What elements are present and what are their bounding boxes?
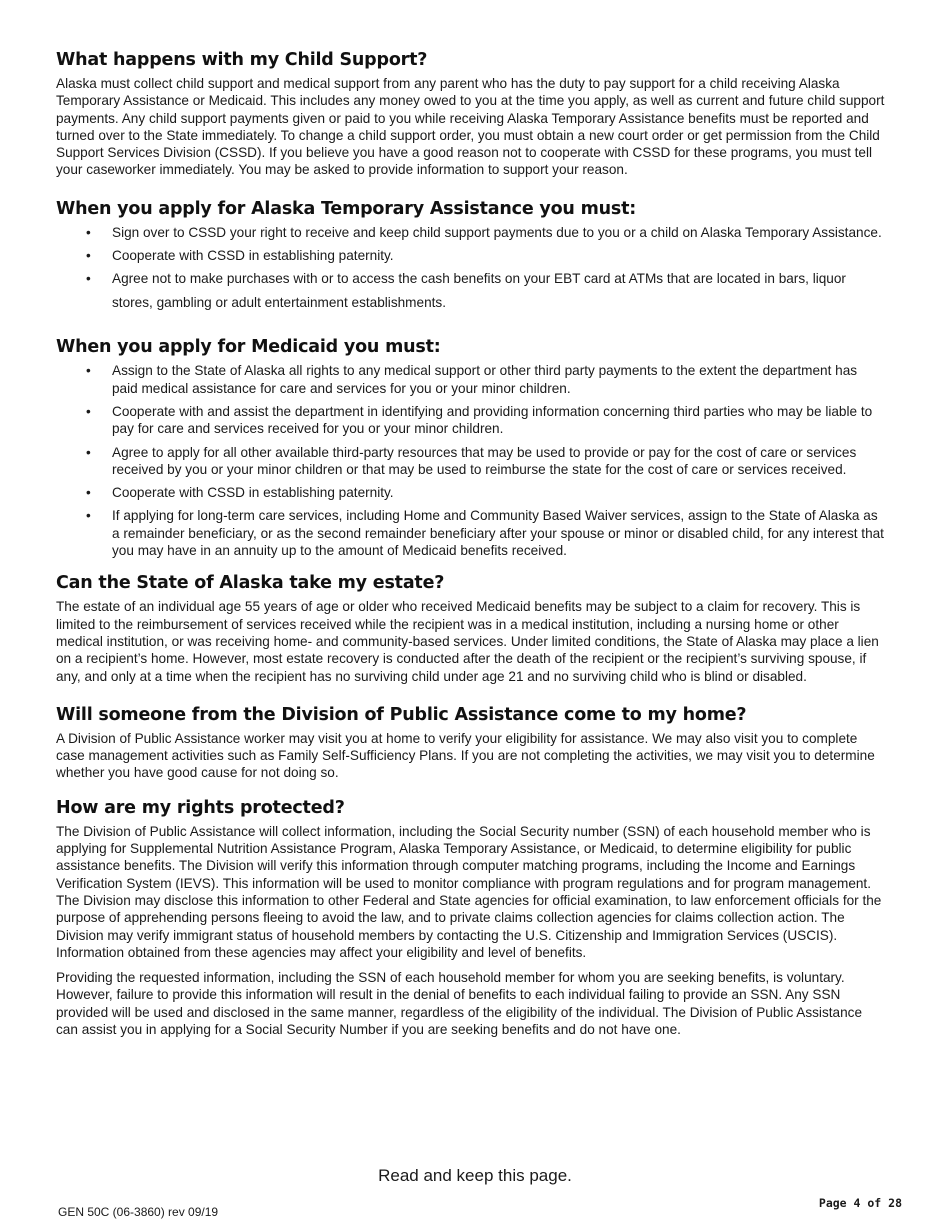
section-heading: Will someone from the Division of Public Assistance come to my home? xyxy=(56,704,747,725)
section-heading: When you apply for Alaska Temporary Assistance you must: xyxy=(56,198,637,219)
bullet-icon: • xyxy=(86,248,91,264)
section-child-support xyxy=(56,50,886,179)
section-estate xyxy=(56,573,886,684)
section-paragraph: Providing the requested information, including the SSN of each household member for whom you are seeking benefits, is voluntary. However, failure to provide this information will result in the denial of benefits to each individual failing to provide an SSN. Any SSN provided will be used and disclosed in the same manner, regardless of the eligibility of the individual. The Division of Public Assistance can assist you in applying for a Social Security Number if you are seeking benefits and do not have one. xyxy=(56,970,862,1037)
bullet-icon: • xyxy=(86,363,91,379)
section-paragraph: A Division of Public Assistance worker may visit you at home to verify your eligibility for assistance. We may also visit you to complete case management activities such as Family Self-Sufficiency Plans. If you are not completing the activities, we may visit you to determine whether you have good cause for not doing so. xyxy=(56,730,875,781)
section-heading: What happens with my Child Support? xyxy=(56,50,428,70)
requirements-list xyxy=(56,224,886,316)
bullet-icon: • xyxy=(86,271,91,287)
list-item: • Cooperate with and assist the department in identifying and providing information concerning third parties who may be liable to pay for care and services received for you or your minor children. xyxy=(86,403,873,437)
list-item: • Agree not to make purchases with or to access the cash benefits on your EBT card at ATMs that are located in bars, liquor stores, gambling or adult entertainment establishments. xyxy=(86,267,886,315)
section-paragraph: Alaska must collect child support and medical support from any parent who has the duty to pay support for a child receiving Alaska Temporary Assistance or Medicaid. This includes any money owed to you at the time you apply, as well as current and future child support payments. Any child support payments given or paid to you while receiving Alaska Temporary Assistance benefits must be reported and turned over to the State immediately. To change a child support order, you must obtain a new court order or get permission from the Child Support Services Division (CSSD). If you believe you have a good reason not to cooperate with CSSD for these programs, you must tell your caseworker immediately. You may be asked to provide information to support your reason. xyxy=(56,76,885,178)
list-item: • Cooperate with CSSD in establishing paternity. xyxy=(86,248,394,264)
list-item: • Sign over to CSSD your right to receive and keep child support payments due to you or a child on Alaska Temporary Assistance. xyxy=(86,224,882,240)
page-number: Page 4 of 28 xyxy=(818,1196,902,1210)
form-identifier: GEN 50C (06-3860) rev 09/19 xyxy=(58,1205,219,1219)
bullet-icon: • xyxy=(86,485,91,501)
section-temporary-assistance xyxy=(56,199,886,316)
list-item: • Assign to the State of Alaska all rights to any medical support or other third party payments to the extent the department has paid medical assistance for care and services for you or your minor children. xyxy=(86,363,858,396)
bullet-icon: • xyxy=(86,508,91,524)
section-paragraph: The estate of an individual age 55 years of age or older who received Medicaid benefits may be subject to a claim for recovery. This is limited to the reimbursement of services received while the recipient was in a medical institution, including a nursing home or other medical institution, or was receiving home- and community-based services. Under limited conditions, the State of Alaska may place a lien on a recipient’s home. However, most estate recovery is conducted after the death of the recipient or the recipient’s surviving spouse, if any, and only at a time when the recipient has no surviving child under age 21 and no surviving child who is blind or disabled. xyxy=(56,599,879,684)
list-item: • Agree to apply for all other available third-party resources that may be used to provide or pay for the cost of care or services received by you or your minor children or that may be used to reimburse the state for the cost of care or services received. xyxy=(86,444,857,477)
section-heading: How are my rights protected? xyxy=(56,797,345,818)
section-medicaid xyxy=(56,337,886,559)
requirements-list xyxy=(56,362,886,559)
section-home-visit xyxy=(56,705,886,782)
section-rights xyxy=(56,798,886,1039)
bullet-icon: • xyxy=(86,444,91,460)
section-heading: When you apply for Medicaid you must: xyxy=(56,337,441,358)
section-paragraph: The Division of Public Assistance will collect information, including the Social Security number (SSN) of each household member who is applying for Supplemental Nutrition Assistance Program, Alaska Temporary Assistance, or Medicaid, to determine eligibility for public assistance benefits. The Division will verify this information through computer matching programs, including the Income and Earnings Verification System (IEVS). This information will be used to monitor compliance with program regulations and for program management. The Division may disclose this information to other Federal and State agencies for official examination, to law enforcement officials for the purpose of apprehending persons fleeing to avoid the law, and to private claims collection agencies for claims collection action. The Division may verify immigrant status of household members by contacting the U.S. Citizenship and Immigration Services (USCIS). Information obtained from these agencies may affect your eligibility and level of benefits. xyxy=(56,823,882,960)
bullet-icon: • xyxy=(86,403,91,419)
list-item: • If applying for long-term care services, including Home and Community Based Waiver services, assign to the State of Alaska as a remainder beneficiary, or as the second remainder beneficiary after your spouse or minor or disabled child, for any interest that you may have in an annuity up to the amount of Medicaid benefits received. xyxy=(86,508,884,559)
bullet-icon: • xyxy=(86,224,91,240)
document-body xyxy=(56,50,886,1056)
keep-page-notice: Read and keep this page. xyxy=(378,1166,572,1185)
section-heading: Can the State of Alaska take my estate? xyxy=(56,573,445,594)
list-item: • Cooperate with CSSD in establishing paternity. xyxy=(86,485,394,501)
